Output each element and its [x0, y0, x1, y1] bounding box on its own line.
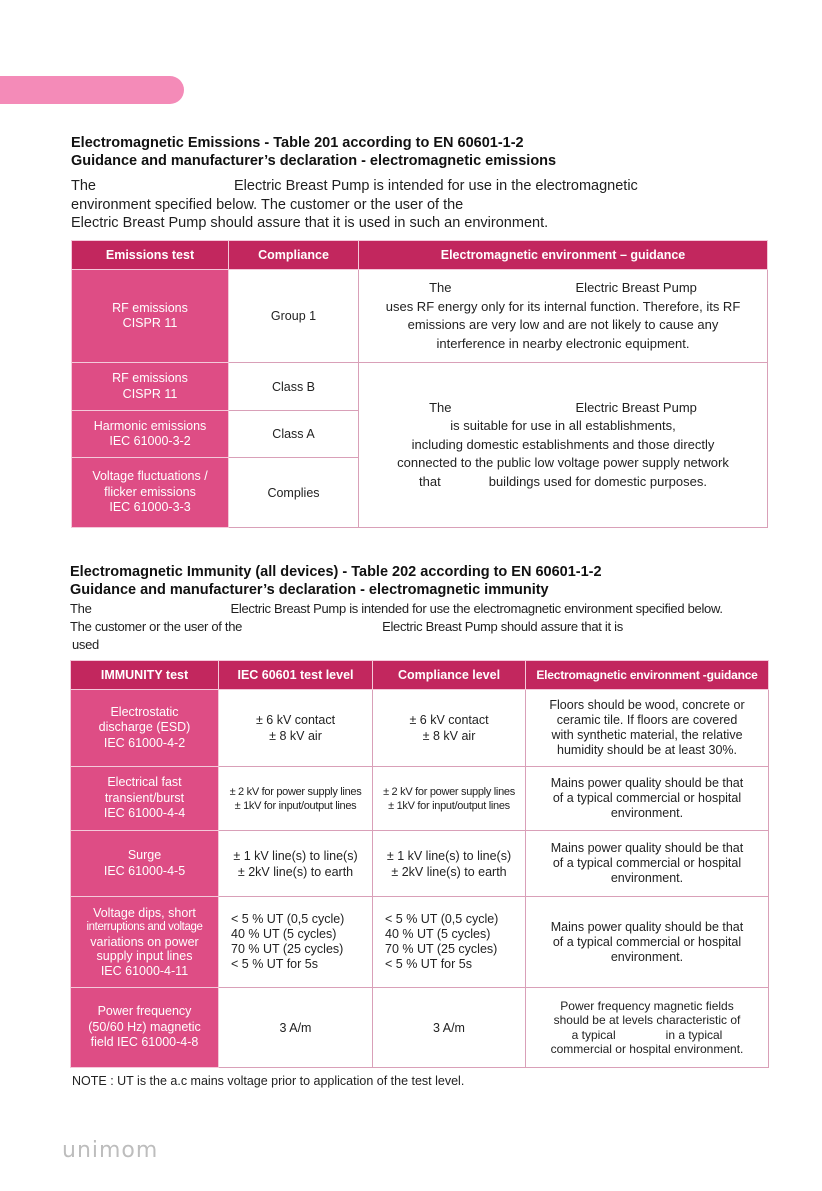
row-test-cell: RF emissions CISPR 11: [72, 270, 229, 363]
row-guidance-cell: Mains power quality should be that of a typical commercial or hospital environment.: [526, 767, 769, 831]
immunity-heading: [70, 563, 602, 599]
emissions-heading-line2: Guidance and manufacturer’s declaration - electromagnetic emissions: [71, 153, 557, 169]
table-row: [71, 831, 769, 897]
emissions-intro-line2: environment specified below. The customer or the user of the: [71, 196, 464, 213]
row-guidance-cell: The Electric Breast Pump is suitable for use in all establishments, including domestic establishments and those directly connected to the public low voltage power supply network that buildings used for domestic purposes.: [359, 363, 768, 528]
header-environment-guidance: Electromagnetic environment – guidance: [359, 241, 768, 270]
emissions-intro-line3: Electric Breast Pump should assure that it is used in such an environment.: [71, 215, 549, 231]
row-guidance-cell: Mains power quality should be that of a typical commercial or hospital environment.: [526, 897, 769, 988]
row-test-cell: Power frequency (50/60 Hz) magnetic field IEC 61000-4-8: [71, 988, 219, 1068]
row-compliance-cell: Group 1: [229, 270, 359, 363]
emissions-table-header: [72, 241, 768, 270]
header-test-level: IEC 60601 test level: [219, 661, 373, 690]
footnote: NOTE : UT is the a.c mains voltage prior to application of the test level.: [72, 1074, 465, 1088]
emissions-table: [71, 240, 768, 528]
row-test-level-cell: ± 6 kV contact ± 8 kV air: [219, 690, 373, 767]
emissions-heading-line1: Electromagnetic Emissions - Table 201 according to EN 60601-1-2: [71, 135, 524, 151]
brand-logo: unimom: [62, 1138, 159, 1163]
row-guidance-cell: Mains power quality should be that of a typical commercial or hospital environment.: [526, 831, 769, 897]
header-compliance-level: Compliance level: [373, 661, 526, 690]
row-test-cell: Harmonic emissions IEC 61000-3-2: [72, 411, 229, 458]
immunity-intro-line2: The customer or the user of the Electric Breast Pump should assure that it is: [70, 619, 623, 634]
table-row: [72, 363, 768, 411]
row-test-cell: RF emissions CISPR 11: [72, 363, 229, 411]
header-environment-guidance: Electromagnetic environment -guidance: [526, 661, 769, 690]
row-compliance-cell: Class B: [229, 363, 359, 411]
row-test-cell: Electrostatic discharge (ESD) IEC 61000-4-2: [71, 690, 219, 767]
immunity-intro-line1: The Electric Breast Pump is intended for use the electromagnetic environment specified below.: [70, 601, 723, 616]
row-compliance-level-cell: ± 1 kV line(s) to line(s) ± 2kV line(s) to earth: [373, 831, 526, 897]
header-tab-bar: [0, 76, 184, 104]
immunity-heading-line1: Electromagnetic Immunity (all devices) - Table 202 according to EN 60601-1-2: [70, 564, 602, 580]
row-guidance-cell: Floors should be wood, concrete or ceramic tile. If floors are covered with synthetic material, the relative humidity should be at least 30%.: [526, 690, 769, 767]
row-test-level-cell: 3 A/m: [219, 988, 373, 1068]
row-test-cell: Electrical fast transient/burst IEC 61000-4-4: [71, 767, 219, 831]
row-compliance-cell: Complies: [229, 458, 359, 528]
row-test-cell: Surge IEC 61000-4-5: [71, 831, 219, 897]
row-test-cell: Voltage fluctuations / flicker emissions IEC 61000-3-3: [72, 458, 229, 528]
row-test-level-cell: < 5 % UT (0,5 cycle) 40 % UT (5 cycles) 70 % UT (25 cycles) < 5 % UT for 5s: [219, 897, 373, 988]
header-emissions-test: Emissions test: [72, 241, 229, 270]
header-compliance: Compliance: [229, 241, 359, 270]
emissions-intro: [71, 177, 638, 233]
row-compliance-level-cell: ± 2 kV for power supply lines ± 1kV for input/output lines: [373, 767, 526, 831]
table-row: [72, 270, 768, 363]
row-compliance-level-cell: 3 A/m: [373, 988, 526, 1068]
immunity-table: [70, 660, 769, 1068]
row-guidance-cell: Power frequency magnetic fields should be at levels characteristic of a typical in a typical commercial or hospital environment.: [526, 988, 769, 1068]
row-compliance-cell: Class A: [229, 411, 359, 458]
row-test-level-cell: ± 1 kV line(s) to line(s) ± 2kV line(s) to earth: [219, 831, 373, 897]
row-compliance-level-cell: < 5 % UT (0,5 cycle) 40 % UT (5 cycles) 70 % UT (25 cycles) < 5 % UT for 5s: [373, 897, 526, 988]
row-guidance-cell: The Electric Breast Pump uses RF energy only for its internal function. Therefore, its RF emissions are very low and are not likely to cause any interference in nearby electronic equipment.: [359, 270, 768, 363]
table-row: [71, 690, 769, 767]
table-row: [71, 767, 769, 831]
immunity-table-header: [71, 661, 769, 690]
row-compliance-level-cell: ± 6 kV contact ± 8 kV air: [373, 690, 526, 767]
row-test-cell: Voltage dips, short interruptions and voltage variations on power supply input lines IEC 61000-4-11: [71, 897, 219, 988]
immunity-intro-line3: used: [72, 637, 99, 652]
emissions-heading: [71, 134, 556, 170]
table-row: [71, 897, 769, 988]
immunity-intro: [70, 600, 723, 654]
immunity-heading-line2: Guidance and manufacturer’s declaration - electromagnetic immunity: [70, 582, 549, 598]
table-row: [71, 988, 769, 1068]
row-test-level-cell: ± 2 kV for power supply lines ± 1kV for input/output lines: [219, 767, 373, 831]
header-immunity-test: IMMUNITY test: [71, 661, 219, 690]
emissions-intro-line1: The Electric Breast Pump is intended for use in the electromagnetic: [71, 178, 638, 194]
